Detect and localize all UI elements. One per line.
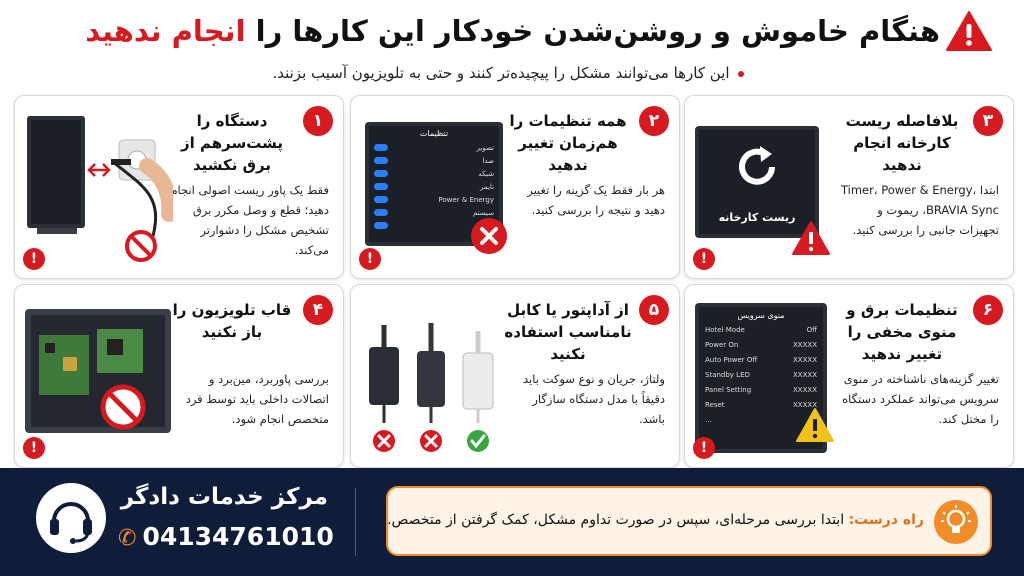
bullet-dot: [738, 71, 744, 77]
company-name: مرکز خدمات دادگر: [120, 484, 328, 510]
card-number: ۲: [639, 106, 669, 136]
phone-number[interactable]: 04134761010: [142, 522, 334, 551]
service-row: Standby LED XXXXX: [705, 371, 817, 379]
x-circle-icon: [420, 430, 442, 452]
card-title: دستگاه را پشت‌سرهم از برق نکشید: [180, 112, 284, 174]
card-title: قاب تلویزیون را باز نکنید: [172, 301, 292, 341]
x-circle-icon: [469, 216, 509, 256]
screen-title: منوی سرویس: [737, 311, 785, 320]
tip-box: [386, 486, 992, 556]
headset-icon: [36, 483, 106, 553]
tv-unplug-illustration: [23, 106, 173, 266]
service-row: Panel Setting XXXXX: [705, 386, 817, 394]
card-title: تنظیمات برق و منوی مخفی را تغییر ندهید: [846, 301, 958, 363]
menu-row: Power & Energy: [374, 193, 494, 206]
service-row: Hotel Mode Off: [705, 326, 817, 334]
card-number: ۴: [303, 295, 333, 325]
card-open-case: [14, 284, 344, 468]
page-title: [85, 14, 940, 48]
screen-label: ریست کارخانه: [718, 211, 796, 224]
card-title: از آداپتور یا کابل نامناسب استفاده نکنید: [504, 301, 632, 363]
card-body: بررسی پاوربرد، مین‌برد و اتصالات داخلی باید توسط فرد متخصص انجام شود.: [185, 372, 329, 426]
card-service-menu: [684, 284, 1014, 468]
card-number: ۵: [639, 295, 669, 325]
exclamation-icon: !: [23, 248, 45, 270]
card-body: هر بار فقط یک گزینه را تغییر دهید و نتیجه را بررسی کنید.: [527, 183, 665, 217]
service-row: Auto Power Off XXXXX: [705, 356, 817, 364]
card-body: تغییر گزینه‌های ناشناخته در منوی سرویس می‌تواند عملکرد دستگاه را مختل کند.: [842, 372, 999, 426]
card-title: بلافاصله ریست کارخانه انجام ندهید: [845, 112, 959, 174]
tip-content: ابتدا بررسی مرحله‌ای، سپس در صورت تداوم مشکل، کمک گرفتن از متخصص.: [387, 512, 845, 528]
title-highlight: انجام ندهید: [85, 14, 246, 48]
footer: [0, 468, 1024, 576]
lightbulb-icon: [934, 500, 978, 544]
x-circle-icon: [373, 430, 395, 452]
card-body: فقط یک پاور ریست اصولی انجام دهید؛ قطع و وصل مکرر برق تشخیص مشکل را دشوارتر می‌کند.: [170, 183, 329, 257]
menu-row: شبکه: [374, 167, 494, 180]
header: [0, 0, 1024, 95]
check-circle-icon: [467, 430, 489, 452]
card-body: ابتدا Timer، Power & Energy، BRAVIA Sync، ریموت و تجهیزات جانبی را بررسی کنید.: [840, 183, 999, 237]
exclamation-icon: !: [693, 248, 715, 270]
refresh-icon: [732, 142, 782, 192]
tip-text: [387, 512, 924, 528]
card-title: همه تنظیمات را هم‌زمان تغییر ندهید: [509, 112, 627, 174]
menu-row: صدا: [374, 154, 494, 167]
card-unplug-repeatedly: [14, 95, 344, 279]
exclamation-icon: !: [359, 248, 381, 270]
card-number: ۳: [973, 106, 1003, 136]
subtitle-text: این کارها می‌توانند مشکل را پیچیده‌تر کنند و حتی به تلویزیون آسیب بزنند.: [272, 64, 730, 82]
footer-divider: [355, 488, 356, 556]
service-more: ...: [705, 416, 712, 424]
exclamation-icon: !: [23, 437, 45, 459]
tip-label: راه درست:: [848, 512, 924, 528]
service-row: Power On XXXXX: [705, 341, 817, 349]
adapters-illustration: [359, 295, 509, 455]
warning-triangle-icon: [946, 10, 992, 52]
phone-number-row[interactable]: [118, 522, 334, 551]
card-change-all-settings: [350, 95, 680, 279]
card-number: ۶: [973, 295, 1003, 325]
service-row: Reset XXXXX: [705, 401, 817, 409]
card-factory-reset: [684, 95, 1014, 279]
phone-icon: ✆: [118, 526, 137, 551]
menu-row: تصویر: [374, 141, 494, 154]
card-wrong-adapter: [350, 284, 680, 468]
card-body: ولتاژ، جریان و نوع سوکت باید دقیقاً با مدل دستگاه سازگار باشد.: [522, 372, 665, 426]
subtitle: [0, 64, 1024, 82]
card-number: ۱: [303, 106, 333, 136]
warning-triangle-icon: [791, 220, 831, 256]
menu-row: تایمر: [374, 180, 494, 193]
tv-internals-illustration: [23, 295, 173, 455]
screen-title: تنظیمات: [419, 129, 449, 138]
title-main: هنگام خاموش و روشن‌شدن خودکار این کارها را: [255, 14, 940, 48]
exclamation-icon: !: [693, 437, 715, 459]
warning-triangle-icon: [795, 407, 835, 443]
menu-row: سیستم: [374, 206, 494, 219]
